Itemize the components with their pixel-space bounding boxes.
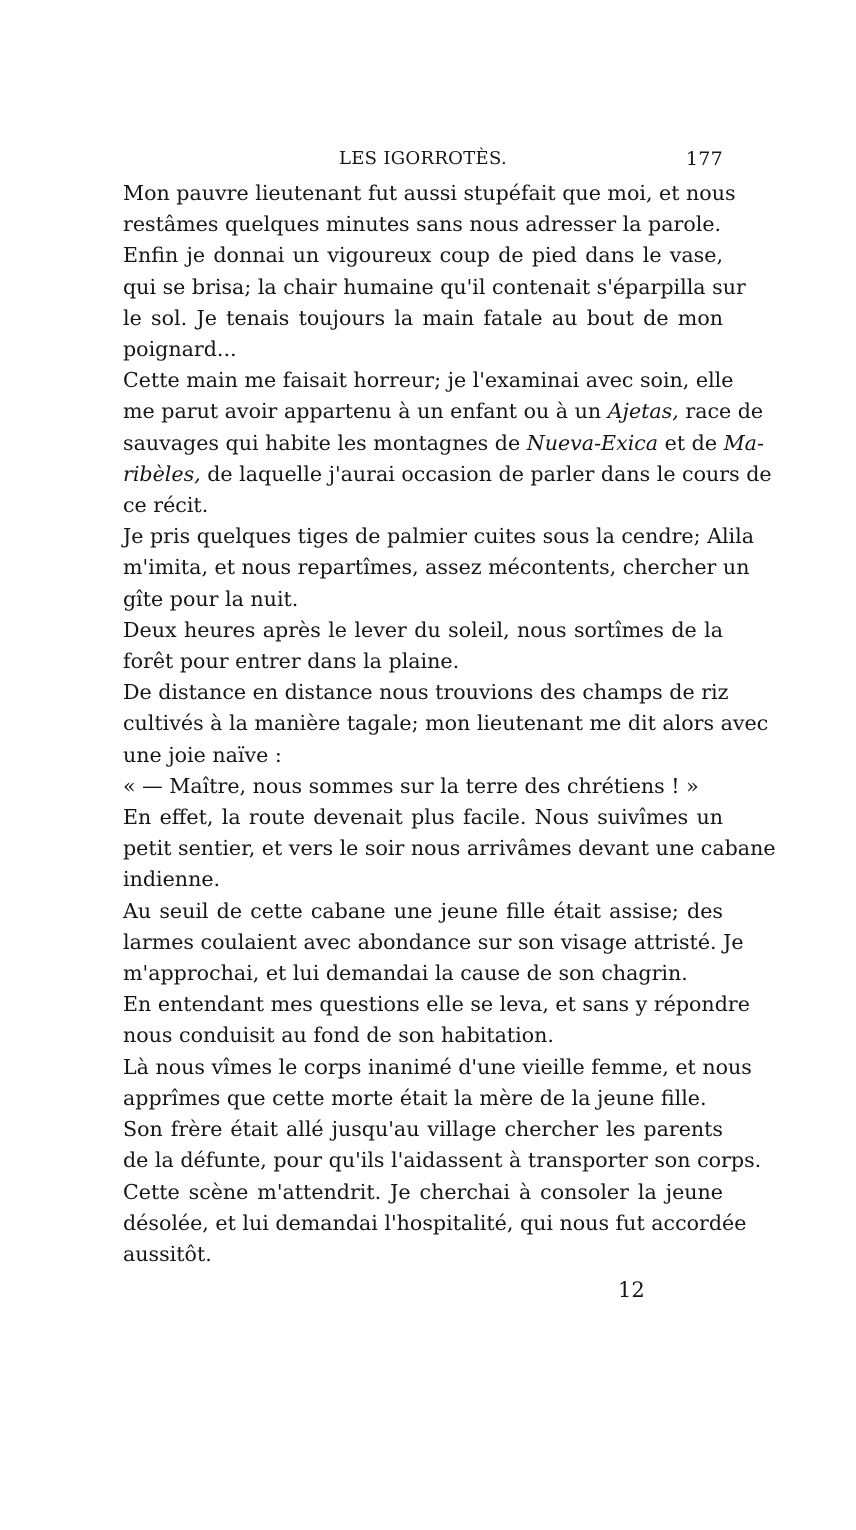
- text-line: une joie naïve :: [123, 742, 282, 767]
- italic-term: Nueva-Exica: [526, 430, 659, 455]
- text-line: m'approchai, et lui demandai la cause de son chagrin.: [123, 961, 688, 986]
- text-line: larmes coulaient avec abondance sur son visage attristé. Je: [123, 929, 744, 954]
- text-segment: me parut avoir appartenu à un enfant ou à un: [123, 399, 608, 424]
- text-line: « — Maître, nous sommes sur la terre des chrétiens ! »: [123, 773, 699, 798]
- text-line: forêt pour entrer dans la plaine.: [123, 649, 460, 674]
- text-line: De distance en distance nous trouvions des champs de riz: [123, 680, 729, 705]
- text-line: petit sentier, et vers le soir nous arrivâmes devant une cabane: [123, 836, 776, 861]
- text-segment: et de: [658, 430, 724, 455]
- signature-mark: 12: [618, 1278, 645, 1302]
- text-segment: de laquelle j'aurai occasion de parler dans le cours de: [200, 461, 772, 486]
- text-line: En entendant mes questions elle se leva, et sans y répondre: [123, 992, 750, 1017]
- text-line: ce récit.: [123, 493, 209, 518]
- text-line: m'imita, et nous repartîmes, assez mécontents, chercher un: [123, 555, 750, 580]
- text-line: aussitôt.: [123, 1241, 212, 1266]
- text-line: apprîmes que cette morte était la mère de la jeune fille.: [123, 1085, 707, 1110]
- text-line: désolée, et lui demandai l'hospitalité, qui nous fut accordée: [123, 1210, 747, 1235]
- running-title: LES IGORROTÈS.: [338, 148, 507, 169]
- italic-term: Ajetas,: [607, 399, 679, 424]
- text-line: [123, 396, 764, 427]
- text-line: poignard...: [123, 337, 237, 362]
- text-segment: sauvages qui habite les montagnes de: [123, 430, 527, 455]
- text-line: [123, 459, 772, 490]
- text-segment: race de: [678, 399, 764, 424]
- italic-term: Ma-: [723, 430, 764, 455]
- text-line: de la défunte, pour qu'ils l'aidassent à transporter son corps.: [123, 1148, 762, 1173]
- text-line: restâmes quelques minutes sans nous adresser la parole.: [123, 212, 722, 237]
- page-header: [123, 148, 723, 178]
- italic-term: ribèles,: [123, 461, 201, 486]
- text-line: Au seuil de cette cabane une jeune fille était assise; des: [123, 898, 723, 923]
- text-line: le sol. Je tenais toujours la main fatale au bout de mon: [123, 305, 723, 330]
- body-text: [123, 178, 776, 1270]
- text-line: Enfin je donnai un vigoureux coup de pied dans le vase,: [123, 243, 723, 268]
- text-line: Son frère était allé jusqu'au village chercher les parents: [123, 1117, 723, 1142]
- text-line: cultivés à la manière tagale; mon lieutenant me dit alors avec: [123, 711, 769, 736]
- text-line: qui se brisa; la chair humaine qu'il contenait s'éparpilla sur: [123, 274, 746, 299]
- text-line: Je pris quelques tiges de palmier cuites sous la cendre; Alila: [123, 524, 754, 549]
- text-line: Mon pauvre lieutenant fut aussi stupéfait que moi, et nous: [123, 181, 736, 205]
- text-line: Là nous vîmes le corps inanimé d'une vieille femme, et nous: [123, 1054, 752, 1079]
- text-line: Cette scène m'attendrit. Je cherchai à consoler la jeune: [123, 1179, 723, 1204]
- text-line: gîte pour la nuit.: [123, 586, 299, 611]
- text-line: Cette main me faisait horreur; je l'examinai avec soin, elle: [123, 368, 734, 393]
- text-line: En effet, la route devenait plus facile. Nous suivîmes un: [123, 805, 723, 830]
- text-line: indienne.: [123, 867, 221, 892]
- text-line: nous conduisit au fond de son habitation.: [123, 1023, 554, 1048]
- page-number: 177: [685, 148, 723, 170]
- text-line: Deux heures après le lever du soleil, nous sortîmes de la: [123, 617, 723, 642]
- text-line: [123, 428, 764, 459]
